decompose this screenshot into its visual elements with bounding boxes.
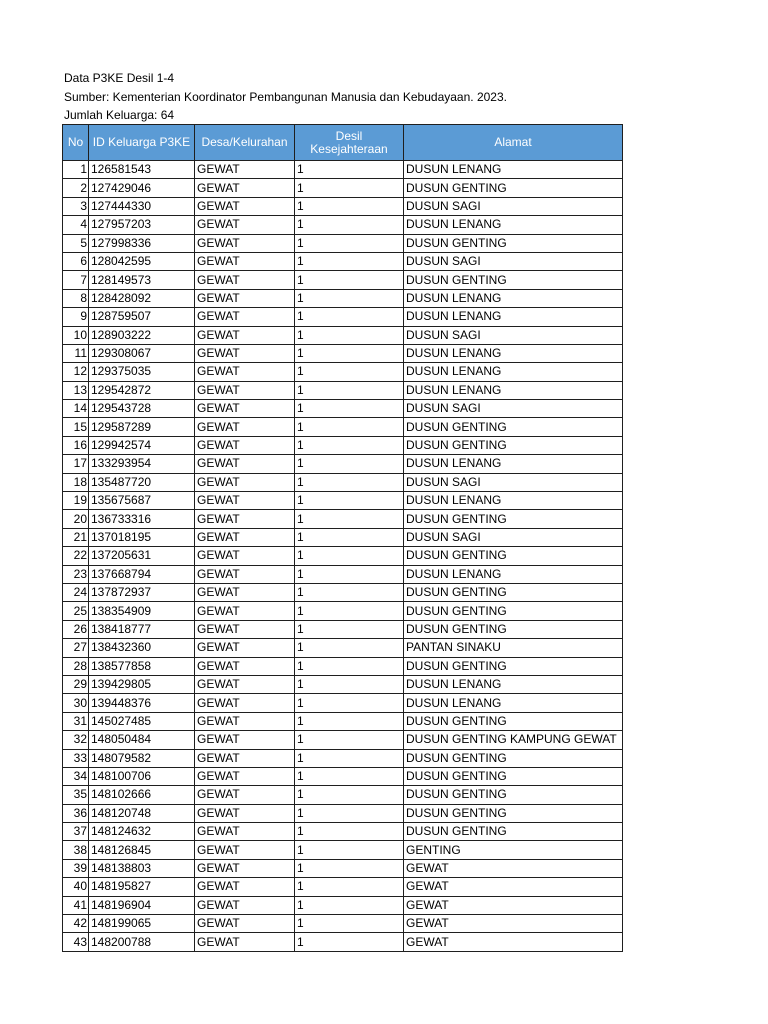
village-cell: GEWAT xyxy=(195,933,295,951)
table-row xyxy=(63,161,623,179)
welfare-decile-cell: 1 xyxy=(295,179,404,197)
village-cell: GEWAT xyxy=(195,749,295,767)
address-cell: DUSUN SAGI xyxy=(404,528,623,546)
header-no: No xyxy=(63,125,89,161)
welfare-decile-cell: 1 xyxy=(295,197,404,215)
table-row xyxy=(63,694,623,712)
table-body xyxy=(63,161,623,952)
row-number-cell: 14 xyxy=(63,400,89,418)
table-row xyxy=(63,400,623,418)
address-cell: GENTING xyxy=(404,841,623,859)
row-number-cell: 36 xyxy=(63,804,89,822)
table-row xyxy=(63,197,623,215)
family-id-cell: 148196904 xyxy=(89,896,195,914)
village-cell: GEWAT xyxy=(195,161,295,179)
address-cell: DUSUN LENANG xyxy=(404,344,623,362)
table-row xyxy=(63,896,623,914)
address-cell: DUSUN LENANG xyxy=(404,675,623,693)
family-id-cell: 148138803 xyxy=(89,859,195,877)
address-cell: DUSUN SAGI xyxy=(404,326,623,344)
family-id-cell: 128042595 xyxy=(89,252,195,270)
welfare-decile-cell: 1 xyxy=(295,583,404,601)
table-row xyxy=(63,657,623,675)
family-id-cell: 137205631 xyxy=(89,547,195,565)
row-number-cell: 25 xyxy=(63,602,89,620)
address-cell: DUSUN LENANG xyxy=(404,381,623,399)
table-row xyxy=(63,179,623,197)
welfare-decile-cell: 1 xyxy=(295,565,404,583)
family-id-cell: 137018195 xyxy=(89,528,195,546)
welfare-decile-cell: 1 xyxy=(295,492,404,510)
row-number-cell: 39 xyxy=(63,859,89,877)
welfare-decile-cell: 1 xyxy=(295,933,404,951)
welfare-decile-cell: 1 xyxy=(295,381,404,399)
row-number-cell: 1 xyxy=(63,161,89,179)
document-source: Sumber: Kementerian Koordinator Pembangunan Manusia dan Kebudayaan. 2023. xyxy=(64,89,507,104)
family-id-cell: 135487720 xyxy=(89,473,195,491)
family-id-cell: 148120748 xyxy=(89,804,195,822)
welfare-decile-cell: 1 xyxy=(295,841,404,859)
row-number-cell: 30 xyxy=(63,694,89,712)
header-address: Alamat xyxy=(404,125,623,161)
village-cell: GEWAT xyxy=(195,547,295,565)
address-cell: DUSUN LENANG xyxy=(404,308,623,326)
village-cell: GEWAT xyxy=(195,381,295,399)
table-row xyxy=(63,823,623,841)
table-row xyxy=(63,363,623,381)
table-row xyxy=(63,418,623,436)
welfare-decile-cell: 1 xyxy=(295,510,404,528)
family-id-cell: 139429805 xyxy=(89,675,195,693)
village-cell: GEWAT xyxy=(195,216,295,234)
welfare-decile-cell: 1 xyxy=(295,878,404,896)
welfare-decile-cell: 1 xyxy=(295,786,404,804)
family-id-cell: 129308067 xyxy=(89,344,195,362)
family-id-cell: 148199065 xyxy=(89,915,195,933)
address-cell: DUSUN GENTING xyxy=(404,547,623,565)
address-cell: DUSUN GENTING xyxy=(404,786,623,804)
row-number-cell: 33 xyxy=(63,749,89,767)
address-cell: DUSUN GENTING xyxy=(404,271,623,289)
row-number-cell: 15 xyxy=(63,418,89,436)
village-cell: GEWAT xyxy=(195,510,295,528)
family-id-cell: 129587289 xyxy=(89,418,195,436)
family-count: Jumlah Keluarga: 64 xyxy=(64,108,175,122)
table-row xyxy=(63,344,623,362)
village-cell: GEWAT xyxy=(195,712,295,730)
row-number-cell: 35 xyxy=(63,786,89,804)
family-id-cell: 145027485 xyxy=(89,712,195,730)
address-cell: DUSUN LENANG xyxy=(404,363,623,381)
table-row xyxy=(63,289,623,307)
table-row xyxy=(63,675,623,693)
village-cell: GEWAT xyxy=(195,436,295,454)
village-cell: GEWAT xyxy=(195,492,295,510)
village-cell: GEWAT xyxy=(195,602,295,620)
row-number-cell: 10 xyxy=(63,326,89,344)
row-number-cell: 3 xyxy=(63,197,89,215)
table-row xyxy=(63,436,623,454)
village-cell: GEWAT xyxy=(195,179,295,197)
village-cell: GEWAT xyxy=(195,804,295,822)
village-cell: GEWAT xyxy=(195,767,295,785)
table-row xyxy=(63,749,623,767)
family-id-cell: 128149573 xyxy=(89,271,195,289)
address-cell: GEWAT xyxy=(404,896,623,914)
header-welfare-decile: Desil Kesejahteraan xyxy=(295,125,404,161)
family-id-cell: 148100706 xyxy=(89,767,195,785)
row-number-cell: 20 xyxy=(63,510,89,528)
village-cell: GEWAT xyxy=(195,823,295,841)
village-cell: GEWAT xyxy=(195,731,295,749)
village-cell: GEWAT xyxy=(195,639,295,657)
family-id-cell: 139448376 xyxy=(89,694,195,712)
village-cell: GEWAT xyxy=(195,455,295,473)
document-heading xyxy=(64,69,507,125)
row-number-cell: 28 xyxy=(63,657,89,675)
welfare-decile-cell: 1 xyxy=(295,712,404,730)
address-cell: DUSUN GENTING xyxy=(404,749,623,767)
village-cell: GEWAT xyxy=(195,326,295,344)
village-cell: GEWAT xyxy=(195,675,295,693)
family-id-cell: 135675687 xyxy=(89,492,195,510)
row-number-cell: 23 xyxy=(63,565,89,583)
village-cell: GEWAT xyxy=(195,694,295,712)
family-id-cell: 148124632 xyxy=(89,823,195,841)
p3ke-table xyxy=(62,124,623,952)
address-cell: DUSUN LENANG xyxy=(404,694,623,712)
row-number-cell: 7 xyxy=(63,271,89,289)
table-row xyxy=(63,326,623,344)
row-number-cell: 42 xyxy=(63,915,89,933)
village-cell: GEWAT xyxy=(195,620,295,638)
welfare-decile-cell: 1 xyxy=(295,915,404,933)
row-number-cell: 16 xyxy=(63,436,89,454)
family-id-cell: 127998336 xyxy=(89,234,195,252)
row-number-cell: 34 xyxy=(63,767,89,785)
family-id-cell: 148079582 xyxy=(89,749,195,767)
table-row xyxy=(63,510,623,528)
family-id-cell: 137668794 xyxy=(89,565,195,583)
row-number-cell: 5 xyxy=(63,234,89,252)
table-row xyxy=(63,915,623,933)
family-id-cell: 138432360 xyxy=(89,639,195,657)
welfare-decile-cell: 1 xyxy=(295,823,404,841)
row-number-cell: 29 xyxy=(63,675,89,693)
welfare-decile-cell: 1 xyxy=(295,694,404,712)
village-cell: GEWAT xyxy=(195,878,295,896)
family-id-cell: 128759507 xyxy=(89,308,195,326)
table-row xyxy=(63,473,623,491)
table-row xyxy=(63,712,623,730)
address-cell: DUSUN GENTING xyxy=(404,602,623,620)
address-cell: DUSUN GENTING xyxy=(404,804,623,822)
family-id-cell: 138418777 xyxy=(89,620,195,638)
table-row xyxy=(63,786,623,804)
address-cell: DUSUN LENANG xyxy=(404,492,623,510)
welfare-decile-cell: 1 xyxy=(295,547,404,565)
address-cell: DUSUN LENANG xyxy=(404,161,623,179)
welfare-decile-cell: 1 xyxy=(295,859,404,877)
welfare-decile-cell: 1 xyxy=(295,161,404,179)
row-number-cell: 17 xyxy=(63,455,89,473)
address-cell: DUSUN GENTING xyxy=(404,823,623,841)
row-number-cell: 41 xyxy=(63,896,89,914)
address-cell: DUSUN SAGI xyxy=(404,252,623,270)
row-number-cell: 32 xyxy=(63,731,89,749)
village-cell: GEWAT xyxy=(195,786,295,804)
village-cell: GEWAT xyxy=(195,400,295,418)
address-cell: DUSUN LENANG xyxy=(404,565,623,583)
family-id-cell: 148126845 xyxy=(89,841,195,859)
address-cell: GEWAT xyxy=(404,859,623,877)
row-number-cell: 9 xyxy=(63,308,89,326)
row-number-cell: 37 xyxy=(63,823,89,841)
welfare-decile-cell: 1 xyxy=(295,400,404,418)
table-row xyxy=(63,271,623,289)
address-cell: DUSUN GENTING xyxy=(404,436,623,454)
row-number-cell: 11 xyxy=(63,344,89,362)
table-row xyxy=(63,381,623,399)
family-id-cell: 138354909 xyxy=(89,602,195,620)
village-cell: GEWAT xyxy=(195,308,295,326)
row-number-cell: 2 xyxy=(63,179,89,197)
welfare-decile-cell: 1 xyxy=(295,289,404,307)
welfare-decile-cell: 1 xyxy=(295,344,404,362)
village-cell: GEWAT xyxy=(195,473,295,491)
row-number-cell: 43 xyxy=(63,933,89,951)
row-number-cell: 22 xyxy=(63,547,89,565)
village-cell: GEWAT xyxy=(195,915,295,933)
family-id-cell: 148200788 xyxy=(89,933,195,951)
village-cell: GEWAT xyxy=(195,197,295,215)
family-id-cell: 127429046 xyxy=(89,179,195,197)
welfare-decile-cell: 1 xyxy=(295,252,404,270)
welfare-decile-cell: 1 xyxy=(295,804,404,822)
address-cell: GEWAT xyxy=(404,878,623,896)
village-cell: GEWAT xyxy=(195,363,295,381)
village-cell: GEWAT xyxy=(195,271,295,289)
table-row xyxy=(63,804,623,822)
welfare-decile-cell: 1 xyxy=(295,271,404,289)
table-row xyxy=(63,583,623,601)
table-row xyxy=(63,565,623,583)
welfare-decile-cell: 1 xyxy=(295,473,404,491)
family-id-cell: 137872937 xyxy=(89,583,195,601)
address-cell: DUSUN GENTING xyxy=(404,510,623,528)
table-row xyxy=(63,639,623,657)
welfare-decile-cell: 1 xyxy=(295,234,404,252)
table-row xyxy=(63,859,623,877)
family-id-cell: 133293954 xyxy=(89,455,195,473)
welfare-decile-cell: 1 xyxy=(295,767,404,785)
family-id-cell: 148102666 xyxy=(89,786,195,804)
family-id-cell: 129542872 xyxy=(89,381,195,399)
header-family-id: ID Keluarga P3KE xyxy=(89,125,195,161)
table-row xyxy=(63,547,623,565)
village-cell: GEWAT xyxy=(195,344,295,362)
welfare-decile-cell: 1 xyxy=(295,657,404,675)
table-row xyxy=(63,933,623,951)
address-cell: GEWAT xyxy=(404,915,623,933)
table-row xyxy=(63,234,623,252)
table-header-row xyxy=(63,125,623,161)
address-cell: DUSUN GENTING xyxy=(404,620,623,638)
table-row xyxy=(63,216,623,234)
row-number-cell: 38 xyxy=(63,841,89,859)
family-id-cell: 129375035 xyxy=(89,363,195,381)
welfare-decile-cell: 1 xyxy=(295,896,404,914)
welfare-decile-cell: 1 xyxy=(295,216,404,234)
family-id-cell: 128428092 xyxy=(89,289,195,307)
table-row xyxy=(63,767,623,785)
family-id-cell: 148050484 xyxy=(89,731,195,749)
row-number-cell: 8 xyxy=(63,289,89,307)
row-number-cell: 4 xyxy=(63,216,89,234)
address-cell: DUSUN GENTING xyxy=(404,767,623,785)
address-cell: DUSUN LENANG xyxy=(404,455,623,473)
row-number-cell: 31 xyxy=(63,712,89,730)
village-cell: GEWAT xyxy=(195,583,295,601)
table-row xyxy=(63,528,623,546)
address-cell: DUSUN GENTING KAMPUNG GEWAT xyxy=(404,731,623,749)
address-cell: DUSUN LENANG xyxy=(404,216,623,234)
table-row xyxy=(63,878,623,896)
row-number-cell: 13 xyxy=(63,381,89,399)
welfare-decile-cell: 1 xyxy=(295,620,404,638)
village-cell: GEWAT xyxy=(195,418,295,436)
table-row xyxy=(63,620,623,638)
welfare-decile-cell: 1 xyxy=(295,436,404,454)
welfare-decile-cell: 1 xyxy=(295,731,404,749)
row-number-cell: 26 xyxy=(63,620,89,638)
address-cell: DUSUN GENTING xyxy=(404,418,623,436)
village-cell: GEWAT xyxy=(195,841,295,859)
village-cell: GEWAT xyxy=(195,565,295,583)
family-id-cell: 127444330 xyxy=(89,197,195,215)
address-cell: DUSUN SAGI xyxy=(404,473,623,491)
village-cell: GEWAT xyxy=(195,528,295,546)
village-cell: GEWAT xyxy=(195,657,295,675)
family-id-cell: 129543728 xyxy=(89,400,195,418)
welfare-decile-cell: 1 xyxy=(295,749,404,767)
address-cell: DUSUN SAGI xyxy=(404,400,623,418)
address-cell: DUSUN LENANG xyxy=(404,289,623,307)
welfare-decile-cell: 1 xyxy=(295,528,404,546)
row-number-cell: 21 xyxy=(63,528,89,546)
document-title: Data P3KE Desil 1-4 xyxy=(64,71,175,85)
address-cell: DUSUN GENTING xyxy=(404,234,623,252)
welfare-decile-cell: 1 xyxy=(295,326,404,344)
village-cell: GEWAT xyxy=(195,859,295,877)
row-number-cell: 12 xyxy=(63,363,89,381)
welfare-decile-cell: 1 xyxy=(295,639,404,657)
address-cell: DUSUN SAGI xyxy=(404,197,623,215)
family-id-cell: 126581543 xyxy=(89,161,195,179)
header-village: Desa/Kelurahan xyxy=(195,125,295,161)
row-number-cell: 27 xyxy=(63,639,89,657)
family-id-cell: 136733316 xyxy=(89,510,195,528)
welfare-decile-cell: 1 xyxy=(295,675,404,693)
row-number-cell: 18 xyxy=(63,473,89,491)
table-row xyxy=(63,731,623,749)
village-cell: GEWAT xyxy=(195,289,295,307)
welfare-decile-cell: 1 xyxy=(295,418,404,436)
address-cell: DUSUN GENTING xyxy=(404,712,623,730)
table-row xyxy=(63,252,623,270)
row-number-cell: 40 xyxy=(63,878,89,896)
address-cell: DUSUN GENTING xyxy=(404,657,623,675)
row-number-cell: 19 xyxy=(63,492,89,510)
row-number-cell: 24 xyxy=(63,583,89,601)
family-id-cell: 128903222 xyxy=(89,326,195,344)
welfare-decile-cell: 1 xyxy=(295,602,404,620)
welfare-decile-cell: 1 xyxy=(295,363,404,381)
address-cell: DUSUN GENTING xyxy=(404,179,623,197)
table-row xyxy=(63,308,623,326)
village-cell: GEWAT xyxy=(195,896,295,914)
table-row xyxy=(63,455,623,473)
address-cell: GEWAT xyxy=(404,933,623,951)
family-id-cell: 148195827 xyxy=(89,878,195,896)
welfare-decile-cell: 1 xyxy=(295,308,404,326)
address-cell: PANTAN SINAKU xyxy=(404,639,623,657)
table-row xyxy=(63,841,623,859)
address-cell: DUSUN GENTING xyxy=(404,583,623,601)
family-id-cell: 127957203 xyxy=(89,216,195,234)
family-id-cell: 129942574 xyxy=(89,436,195,454)
table-row xyxy=(63,602,623,620)
table-row xyxy=(63,492,623,510)
family-id-cell: 138577858 xyxy=(89,657,195,675)
village-cell: GEWAT xyxy=(195,252,295,270)
village-cell: GEWAT xyxy=(195,234,295,252)
welfare-decile-cell: 1 xyxy=(295,455,404,473)
row-number-cell: 6 xyxy=(63,252,89,270)
